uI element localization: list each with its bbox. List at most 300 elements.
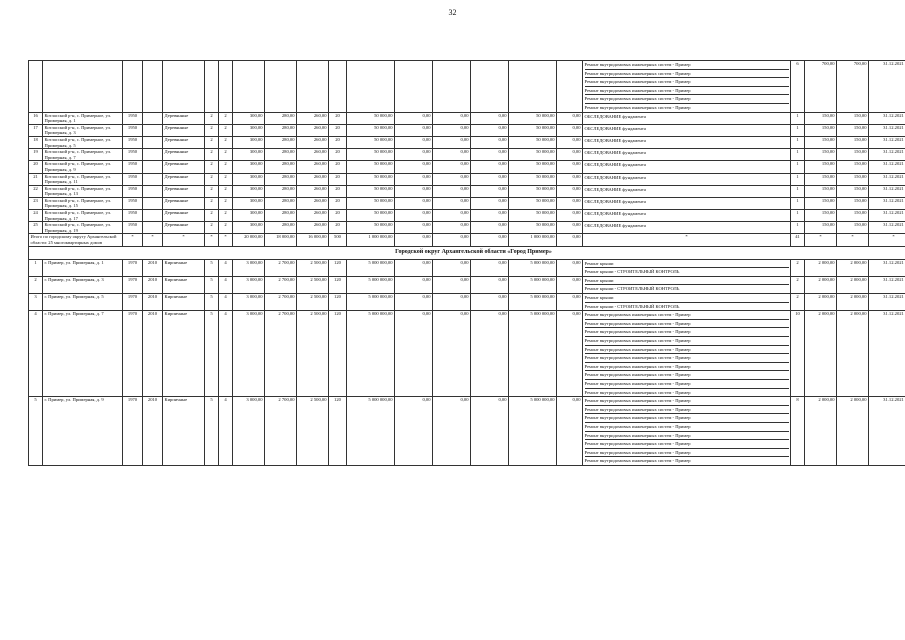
area-cell: 300,00 <box>233 210 265 222</box>
year-cell: 2010 <box>143 294 163 311</box>
area-cell: 260,00 <box>297 112 329 124</box>
cost-cell: 0,00 <box>395 397 433 466</box>
area-cell: 2 500,00 <box>297 397 329 466</box>
date-cell: 31.12.2021 <box>869 197 905 209</box>
works-cell <box>583 197 791 209</box>
table-cell: 150,00 <box>805 124 837 136</box>
area-cell: 260,00 <box>297 173 329 185</box>
table-cell: * <box>837 234 869 246</box>
cost-cell: 0,00 <box>433 210 471 222</box>
row-number: 4 <box>29 311 43 397</box>
residents-cell: 20 <box>329 149 347 161</box>
works-cell <box>583 276 791 293</box>
table-cell: 700,00 <box>805 61 837 113</box>
table-cell: 1 <box>791 173 805 185</box>
cost-cell: 50 000,00 <box>347 185 395 197</box>
works-cell <box>583 149 791 161</box>
date-cell: 31.12.2021 <box>869 397 905 466</box>
row-number: 1 <box>29 259 43 276</box>
cost-cell: 0,00 <box>471 210 509 222</box>
area-cell: 280,00 <box>265 185 297 197</box>
residents-cell: 120 <box>329 311 347 397</box>
cost-cell: 0,00 <box>433 161 471 173</box>
date-cell: 31.12.2021 <box>869 259 905 276</box>
cost-cell: 50 000,00 <box>509 161 557 173</box>
cost-cell: 50 000,00 <box>509 197 557 209</box>
table-cell: 2 <box>219 173 233 185</box>
area-cell: 280,00 <box>265 222 297 234</box>
cost-cell: 5 000 000,00 <box>347 259 395 276</box>
year-cell: 1950 <box>123 197 143 209</box>
table-row <box>29 61 905 113</box>
residents-cell: 120 <box>329 294 347 311</box>
row-number: 19 <box>29 149 43 161</box>
work-item: Ремонт внутридомовых инженерных систем - Пример <box>585 449 789 458</box>
cost-cell: 0,00 <box>433 259 471 276</box>
cost-cell: 0,00 <box>557 222 583 234</box>
work-item: Ремонт крыши - СТРОИТЕЛЬНЫЙ КОНТРОЛЬ <box>584 303 680 309</box>
table-cell: 150,00 <box>805 161 837 173</box>
address-cell: Котласский р-н, с. Примерное, ул. Примерная, д. 17 <box>43 210 123 222</box>
year-cell <box>143 173 163 185</box>
table-cell: 2 <box>219 185 233 197</box>
year-cell <box>143 197 163 209</box>
table-row <box>29 173 905 185</box>
wall-material-cell: Деревянные <box>163 136 205 148</box>
cost-cell: 0,00 <box>433 136 471 148</box>
table-cell: 150,00 <box>837 185 869 197</box>
work-item: ОБСЛЕДОВАНИЕ фундамента <box>584 223 646 229</box>
wall-material-cell: Кирпичные <box>163 311 205 397</box>
cost-cell: 0,00 <box>395 197 433 209</box>
work-item: Ремонт внутридомовых инженерных систем - Пример <box>585 328 789 337</box>
table-cell: 2 <box>205 136 219 148</box>
table-cell: 4 <box>219 276 233 293</box>
year-cell: 2010 <box>143 311 163 397</box>
area-cell: 260,00 <box>297 185 329 197</box>
cost-cell: 5 000 000,00 <box>509 311 557 397</box>
cost-cell: 5 000 000,00 <box>509 276 557 293</box>
residents-cell: 20 <box>329 161 347 173</box>
total-row <box>29 234 905 246</box>
table-cell <box>219 61 233 113</box>
year-cell <box>143 185 163 197</box>
table-cell: 150,00 <box>837 136 869 148</box>
cost-cell: 0,00 <box>471 185 509 197</box>
area-cell: 280,00 <box>265 161 297 173</box>
cost-cell: 0,00 <box>471 149 509 161</box>
cost-cell: 0,00 <box>395 161 433 173</box>
table-cell <box>433 61 471 113</box>
cost-cell: 0,00 <box>471 124 509 136</box>
row-number: 25 <box>29 222 43 234</box>
works-cell <box>583 112 791 124</box>
work-item: Ремонт крыши - СТРОИТЕЛЬНЫЙ КОНТРОЛЬ <box>584 286 680 292</box>
table-row <box>29 397 905 466</box>
row-number: 23 <box>29 197 43 209</box>
table-cell: 150,00 <box>837 210 869 222</box>
cost-cell: 0,00 <box>471 294 509 311</box>
table-cell: 2 000,00 <box>837 397 869 466</box>
row-number: 18 <box>29 136 43 148</box>
area-cell: 300,00 <box>233 185 265 197</box>
work-item: ОБСЛЕДОВАНИЕ фундамента <box>584 113 646 119</box>
cost-cell: 0,00 <box>395 259 433 276</box>
work-item: Ремонт внутридомовых инженерных систем - Пример <box>584 389 691 395</box>
work-item: Ремонт внутридомовых инженерных систем - Пример <box>585 406 789 415</box>
cost-cell: 0,00 <box>471 197 509 209</box>
table-row <box>29 112 905 124</box>
cost-cell: 50 000,00 <box>347 197 395 209</box>
table-cell: 2 <box>205 185 219 197</box>
work-item: Ремонт крыши <box>585 277 789 286</box>
works-cell <box>583 124 791 136</box>
work-item: Ремонт внутридомовых инженерных систем - Пример <box>585 363 789 372</box>
table-cell <box>395 61 433 113</box>
table-cell <box>123 61 143 113</box>
area-cell: 3 000,00 <box>233 259 265 276</box>
date-cell: 31.12.2021 <box>869 210 905 222</box>
cost-cell: 50 000,00 <box>509 112 557 124</box>
date-cell: 31.12.2021 <box>869 161 905 173</box>
cost-cell: 0,00 <box>557 136 583 148</box>
table-cell <box>509 61 557 113</box>
total-label: Итого по городскому округу Архангельской области: 25 многоквартирных домов <box>29 234 123 246</box>
table-cell: 0,00 <box>557 234 583 246</box>
area-cell: 300,00 <box>233 112 265 124</box>
cost-cell: 5 000 000,00 <box>509 397 557 466</box>
date-cell: 31.12.2021 <box>869 112 905 124</box>
year-cell: 2010 <box>143 397 163 466</box>
cost-cell: 0,00 <box>395 294 433 311</box>
date-cell: 31.12.2021 <box>869 311 905 397</box>
work-item: Ремонт внутридомовых инженерных систем - Пример <box>585 346 789 355</box>
section-title: Городской округ Архангельской области «Город Пример» <box>29 246 905 259</box>
table-cell: 2 <box>205 197 219 209</box>
work-item: Ремонт внутридомовых инженерных систем - Пример <box>585 70 789 79</box>
cost-cell: 0,00 <box>471 311 509 397</box>
table-cell: 2 <box>219 149 233 161</box>
cost-cell: 50 000,00 <box>347 112 395 124</box>
table-cell: 1 000 000,00 <box>347 234 395 246</box>
row-number: 24 <box>29 210 43 222</box>
table-cell: 8 <box>791 397 805 466</box>
area-cell: 280,00 <box>265 173 297 185</box>
date-cell: 31.12.2021 <box>869 61 905 113</box>
table-cell: 4 <box>219 259 233 276</box>
table-cell: 2 <box>219 124 233 136</box>
address-cell: г. Пример, ул. Примерная, д. 7 <box>43 311 123 397</box>
cost-cell: 0,00 <box>395 276 433 293</box>
work-item: ОБСЛЕДОВАНИЕ фундамента <box>584 174 646 180</box>
residents-cell: 120 <box>329 276 347 293</box>
wall-material-cell: Деревянные <box>163 124 205 136</box>
table-cell <box>297 61 329 113</box>
work-item: Ремонт внутридомовых инженерных систем - Пример <box>585 87 789 96</box>
table-cell: 2 <box>791 294 805 311</box>
year-cell: 1950 <box>123 161 143 173</box>
address-cell: Котласский р-н, с. Примерное, ул. Примерная, д. 15 <box>43 197 123 209</box>
works-cell <box>583 173 791 185</box>
cost-cell: 50 000,00 <box>509 149 557 161</box>
area-cell: 260,00 <box>297 210 329 222</box>
table-row <box>29 294 905 311</box>
table-cell: 2 000,00 <box>837 294 869 311</box>
row-number: 2 <box>29 276 43 293</box>
wall-material-cell: Деревянные <box>163 185 205 197</box>
cost-cell: 0,00 <box>557 112 583 124</box>
cost-cell: 0,00 <box>395 210 433 222</box>
table-cell: 2 <box>219 112 233 124</box>
year-cell: 1950 <box>123 112 143 124</box>
year-cell: 1950 <box>123 210 143 222</box>
area-cell: 2 700,00 <box>265 397 297 466</box>
year-cell: 1970 <box>123 259 143 276</box>
year-cell: 1950 <box>123 149 143 161</box>
work-item: ОБСЛЕДОВАНИЕ фундамента <box>584 186 646 192</box>
work-item: Ремонт внутридомовых инженерных систем - Пример <box>585 371 789 380</box>
table-row <box>29 149 905 161</box>
cost-cell: 50 000,00 <box>347 136 395 148</box>
cost-cell: 0,00 <box>433 124 471 136</box>
table-cell: * <box>163 234 205 246</box>
year-cell: 1970 <box>123 397 143 466</box>
table-cell: 2 <box>205 210 219 222</box>
table-cell: * <box>219 234 233 246</box>
table-cell: * <box>205 234 219 246</box>
table-row <box>29 185 905 197</box>
table-cell: 5 <box>205 311 219 397</box>
table-cell: 150,00 <box>837 222 869 234</box>
cost-cell: 0,00 <box>433 222 471 234</box>
table-cell: 150,00 <box>805 112 837 124</box>
date-cell: 31.12.2021 <box>869 173 905 185</box>
table-cell: 1 <box>791 210 805 222</box>
work-item: Ремонт внутридомовых инженерных систем - Пример <box>585 414 789 423</box>
table-cell: 1 <box>791 197 805 209</box>
cost-cell: 0,00 <box>433 185 471 197</box>
address-cell: Котласский р-н, с. Примерное, ул. Примерная, д. 9 <box>43 161 123 173</box>
cost-cell: 0,00 <box>433 311 471 397</box>
year-cell: 1970 <box>123 294 143 311</box>
year-cell: 1950 <box>123 136 143 148</box>
table-cell: 150,00 <box>805 136 837 148</box>
table-cell: 0,00 <box>471 234 509 246</box>
table-cell: 5 <box>205 294 219 311</box>
table-cell: 4 <box>219 311 233 397</box>
wall-material-cell: Кирпичные <box>163 276 205 293</box>
cost-cell: 0,00 <box>395 124 433 136</box>
address-cell: Котласский р-н, с. Примерное, ул. Примерная, д. 13 <box>43 185 123 197</box>
date-cell: 31.12.2021 <box>869 136 905 148</box>
table-cell: 700,00 <box>837 61 869 113</box>
table-cell <box>471 61 509 113</box>
cost-cell: 0,00 <box>395 136 433 148</box>
table-cell: 2 <box>205 222 219 234</box>
table-cell: 2 <box>205 173 219 185</box>
table-cell: 2 <box>791 276 805 293</box>
works-cell <box>583 294 791 311</box>
cost-cell: 0,00 <box>557 276 583 293</box>
address-cell: Котласский р-н, с. Примерное, ул. Примерная, д. 1 <box>43 112 123 124</box>
cost-cell: 5 000 000,00 <box>347 397 395 466</box>
works-cell <box>583 311 791 397</box>
address-cell: Котласский р-н, с. Примерное, ул. Примерная, д. 11 <box>43 173 123 185</box>
residents-cell: 20 <box>329 112 347 124</box>
cost-cell: 0,00 <box>557 311 583 397</box>
area-cell: 3 000,00 <box>233 294 265 311</box>
work-item: ОБСЛЕДОВАНИЕ фундамента <box>584 198 646 204</box>
work-item: ОБСЛЕДОВАНИЕ фундамента <box>584 211 646 217</box>
table-row <box>29 276 905 293</box>
table-cell: 2 000,00 <box>805 311 837 397</box>
table-cell: * <box>805 234 837 246</box>
cost-cell: 0,00 <box>433 149 471 161</box>
address-cell: г. Пример, ул. Примерная, д. 3 <box>43 276 123 293</box>
table-cell: 2 000,00 <box>805 259 837 276</box>
cost-cell: 0,00 <box>471 276 509 293</box>
work-item: Ремонт внутридомовых инженерных систем - Пример <box>585 440 789 449</box>
works-cell <box>583 161 791 173</box>
cost-cell: 0,00 <box>557 124 583 136</box>
work-item: Ремонт крыши <box>585 294 789 303</box>
year-cell: 1970 <box>123 311 143 397</box>
area-cell: 260,00 <box>297 161 329 173</box>
area-cell: 280,00 <box>265 136 297 148</box>
cost-cell: 50 000,00 <box>347 222 395 234</box>
cost-cell: 50 000,00 <box>509 173 557 185</box>
table-cell: 2 <box>205 161 219 173</box>
section-header-row <box>29 246 905 259</box>
wall-material-cell: Деревянные <box>163 197 205 209</box>
table-cell: 2 000,00 <box>805 294 837 311</box>
works-cell <box>583 61 791 113</box>
table-cell: 2 000,00 <box>805 276 837 293</box>
address-cell: Котласский р-н, с. Примерное, ул. Примерная, д. 5 <box>43 136 123 148</box>
row-number: 5 <box>29 397 43 466</box>
area-cell: 300,00 <box>233 197 265 209</box>
year-cell <box>143 161 163 173</box>
table-cell: 20 000,00 <box>233 234 265 246</box>
table-cell: * <box>143 234 163 246</box>
area-cell: 280,00 <box>265 149 297 161</box>
date-cell: 31.12.2021 <box>869 124 905 136</box>
row-number: 22 <box>29 185 43 197</box>
area-cell: 2 700,00 <box>265 276 297 293</box>
area-cell: 260,00 <box>297 149 329 161</box>
table-cell: 150,00 <box>837 173 869 185</box>
row-number: 17 <box>29 124 43 136</box>
table-cell: 150,00 <box>837 149 869 161</box>
table-cell: * <box>869 234 905 246</box>
cost-cell: 50 000,00 <box>347 149 395 161</box>
date-cell: 31.12.2021 <box>869 294 905 311</box>
work-item: Ремонт внутридомовых инженерных систем - Пример <box>585 337 789 346</box>
cost-cell: 50 000,00 <box>509 222 557 234</box>
work-item: Ремонт внутридомовых инженерных систем - Пример <box>585 320 789 329</box>
work-item: ОБСЛЕДОВАНИЕ фундамента <box>584 162 646 168</box>
area-cell: 3 000,00 <box>233 276 265 293</box>
area-cell: 260,00 <box>297 124 329 136</box>
cost-cell: 0,00 <box>471 222 509 234</box>
table-cell: 5 <box>205 397 219 466</box>
cost-cell: 5 000 000,00 <box>347 276 395 293</box>
residents-cell: 20 <box>329 197 347 209</box>
cost-cell: 0,00 <box>471 161 509 173</box>
table-cell: 2 <box>219 136 233 148</box>
area-cell: 2 700,00 <box>265 259 297 276</box>
table-cell <box>265 61 297 113</box>
cost-cell: 0,00 <box>471 173 509 185</box>
row-number: 20 <box>29 161 43 173</box>
table-cell: 500 <box>329 234 347 246</box>
table-cell <box>163 61 205 113</box>
cost-cell: 50 000,00 <box>509 136 557 148</box>
table-cell: 150,00 <box>805 222 837 234</box>
year-cell <box>143 124 163 136</box>
year-cell <box>143 149 163 161</box>
table-cell: 1 <box>791 112 805 124</box>
cost-cell: 0,00 <box>557 173 583 185</box>
work-item: Ремонт внутридомовых инженерных систем - Пример <box>585 95 789 104</box>
area-cell: 300,00 <box>233 124 265 136</box>
table-cell: 2 000,00 <box>837 259 869 276</box>
area-cell: 2 500,00 <box>297 311 329 397</box>
area-cell: 280,00 <box>265 112 297 124</box>
address-cell: Котласский р-н, с. Примерное, ул. Примерная, д. 3 <box>43 124 123 136</box>
date-cell: 31.12.2021 <box>869 149 905 161</box>
wall-material-cell: Кирпичные <box>163 259 205 276</box>
work-item: Ремонт крыши - СТРОИТЕЛЬНЫЙ КОНТРОЛЬ <box>584 269 680 275</box>
area-cell: 300,00 <box>233 173 265 185</box>
area-cell: 300,00 <box>233 161 265 173</box>
address-cell: Котласский р-н, с. Примерное, ул. Примерная, д. 19 <box>43 222 123 234</box>
area-cell: 300,00 <box>233 149 265 161</box>
cost-cell: 50 000,00 <box>347 210 395 222</box>
table-cell <box>143 61 163 113</box>
table-cell: * <box>123 234 143 246</box>
year-cell <box>143 112 163 124</box>
row-number: 3 <box>29 294 43 311</box>
residents-cell: 20 <box>329 173 347 185</box>
residents-cell: 20 <box>329 124 347 136</box>
work-item: Ремонт внутридомовых инженерных систем - Пример <box>584 458 691 464</box>
wall-material-cell: Деревянные <box>163 112 205 124</box>
work-item: ОБСЛЕДОВАНИЕ фундамента <box>584 137 646 143</box>
date-cell: 31.12.2021 <box>869 222 905 234</box>
residents-cell: 20 <box>329 185 347 197</box>
cost-cell: 0,00 <box>471 397 509 466</box>
wall-material-cell: Кирпичные <box>163 294 205 311</box>
cost-cell: 0,00 <box>433 173 471 185</box>
cost-cell: 50 000,00 <box>509 185 557 197</box>
table-cell: 150,00 <box>805 185 837 197</box>
table-cell: 150,00 <box>805 197 837 209</box>
table-cell <box>205 61 219 113</box>
table-cell: 2 000,00 <box>837 311 869 397</box>
housing-repair-table <box>28 60 905 466</box>
cost-cell: 0,00 <box>395 185 433 197</box>
wall-material-cell: Деревянные <box>163 222 205 234</box>
works-cell <box>583 185 791 197</box>
area-cell: 2 500,00 <box>297 276 329 293</box>
table-cell <box>43 61 123 113</box>
table-cell: 10 <box>791 311 805 397</box>
residents-cell: 20 <box>329 222 347 234</box>
work-item: Ремонт внутридомовых инженерных систем - Пример <box>585 380 789 389</box>
residents-cell: 120 <box>329 259 347 276</box>
address-cell: Котласский р-н, с. Примерное, ул. Примерная, д. 7 <box>43 149 123 161</box>
